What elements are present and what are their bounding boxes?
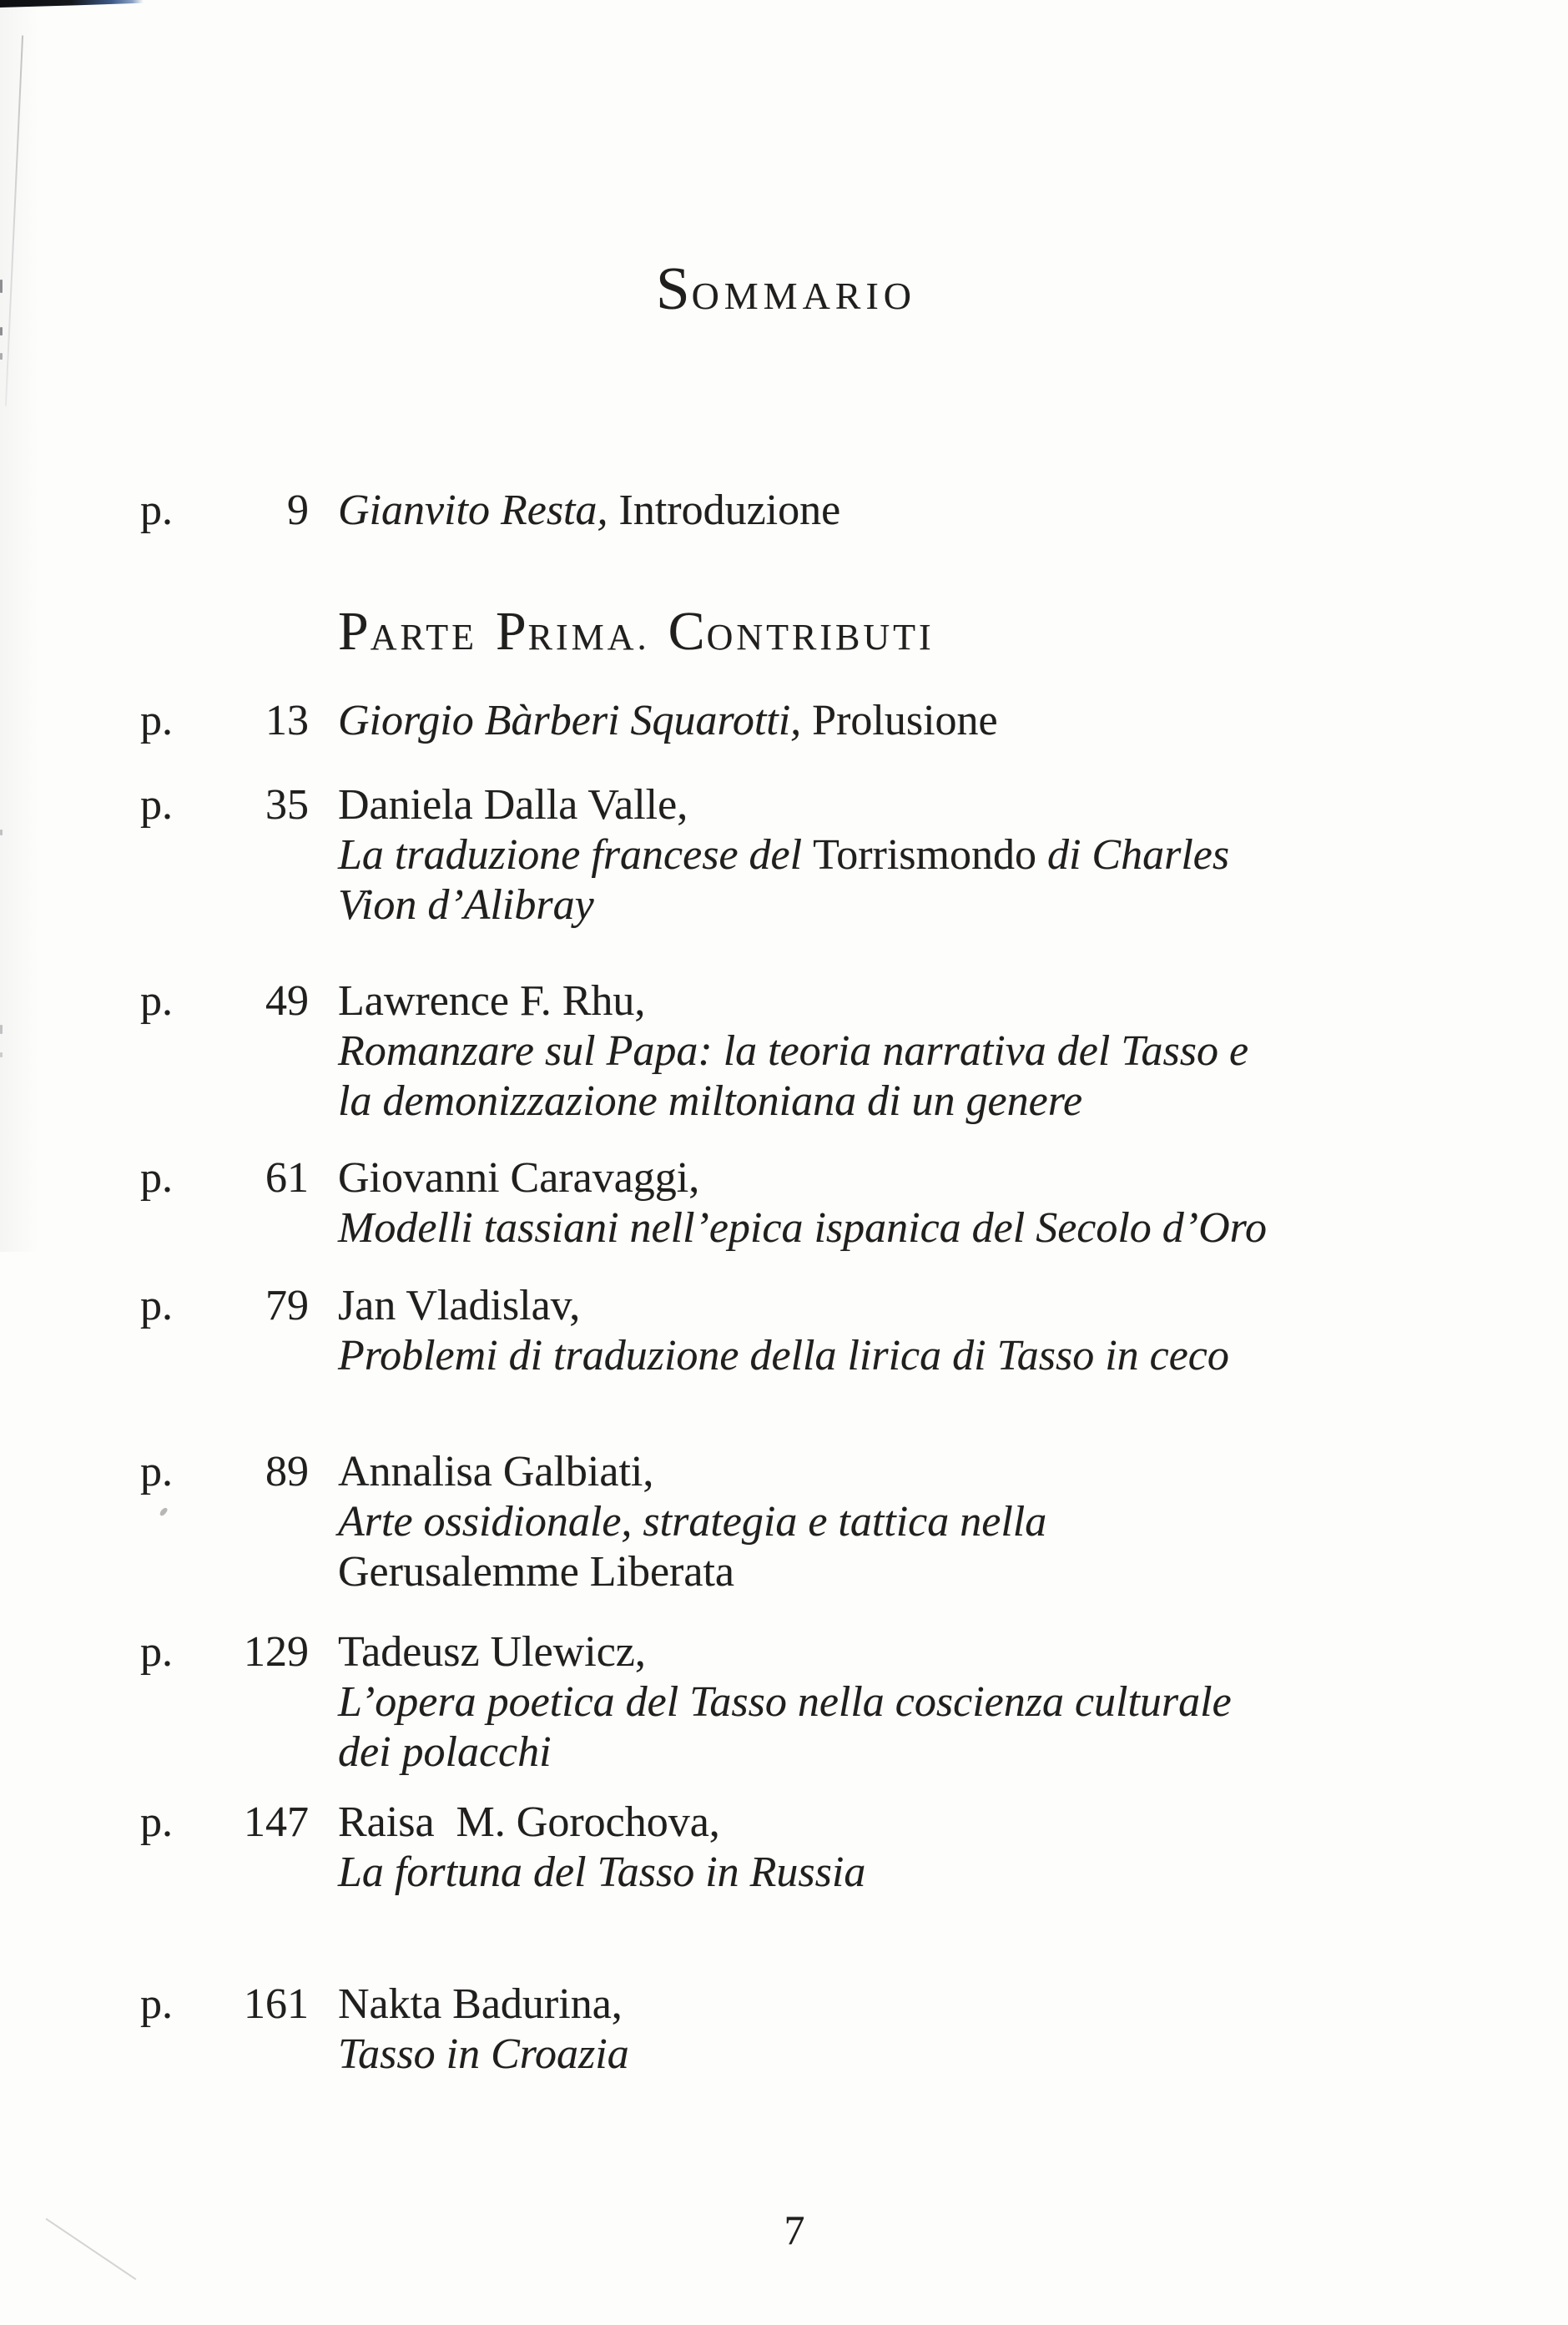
entry-line xyxy=(338,1727,1568,1778)
entry-text-italic: Modelli tassiani nell’epica ispanica del Secolo d’Oro xyxy=(338,1204,1267,1252)
heading-segment: ARTE xyxy=(370,617,477,658)
entry-text-roman: Nakta Badurina, xyxy=(338,1980,623,2028)
entry-text-roman: Introduzione xyxy=(608,487,841,534)
toc-entry xyxy=(0,1798,1568,1898)
entry-text-italic: dei polacchi xyxy=(338,1728,552,1776)
entry-page-label: p. xyxy=(140,1154,173,1202)
entry-line xyxy=(338,1153,1568,1203)
entry-page-label: p. xyxy=(140,1798,173,1846)
entry-line xyxy=(338,1026,1568,1077)
entry-line xyxy=(338,1331,1568,1381)
entry-text-roman: Giovanni Caravaggi, xyxy=(338,1154,700,1202)
toc-entry xyxy=(0,1980,1568,2080)
entry-text-italic: L’opera poetica del Tasso nella coscienza culturale xyxy=(338,1678,1232,1726)
entry-text-roman: Lawrence F. Rhu, xyxy=(338,977,646,1025)
entry-line xyxy=(338,1848,1568,1898)
heading-segment: P xyxy=(495,601,528,662)
entry-page-number: 35 xyxy=(265,781,309,829)
entry-text xyxy=(309,1153,1568,1253)
toc-entry xyxy=(0,1153,1568,1253)
entry-text-italic: Vion d’Alibray xyxy=(338,881,594,929)
entry-text-roman: Torrismondo xyxy=(813,831,1036,879)
entry-line xyxy=(338,830,1568,880)
entry-page-label: p. xyxy=(140,1980,173,2028)
entry-text-roman: Annalisa Galbiati, xyxy=(338,1448,654,1495)
entry-text xyxy=(309,696,1568,746)
heading-segment: ONTRIBUTI xyxy=(706,617,935,658)
entry-page-label: p. xyxy=(140,1448,173,1495)
entry-text-roman: Jan Vladislav, xyxy=(338,1282,581,1329)
entry-text-roman: Daniela Dalla Valle, xyxy=(338,781,688,829)
toc-entry xyxy=(0,486,1568,536)
entry-line xyxy=(338,880,1568,931)
heading-segment: C xyxy=(668,601,707,662)
entry-text xyxy=(309,1627,1568,1778)
entry-text-italic: Tasso in Croazia xyxy=(338,2030,629,2078)
heading-segment: RIMA. xyxy=(527,617,650,658)
entry-text xyxy=(309,486,1568,536)
entry-line xyxy=(338,486,1568,536)
toc-entry xyxy=(0,1447,1568,1597)
entry-line xyxy=(338,696,1568,746)
entry-page-number: 9 xyxy=(287,487,309,534)
entry-text xyxy=(309,1281,1568,1381)
entry-text-italic: Problemi di traduzione della lirica di Tasso in ceco xyxy=(338,1332,1229,1379)
entry-text-roman: Gerusalemme Liberata xyxy=(338,1548,734,1596)
entry-page-label: p. xyxy=(140,1628,173,1676)
entry-line xyxy=(338,1980,1568,2030)
entry-text xyxy=(309,1447,1568,1597)
entry-page-label: p. xyxy=(140,697,173,744)
entry-line xyxy=(338,1077,1568,1127)
toc-entry xyxy=(0,780,1568,931)
entry-text xyxy=(309,1798,1568,1898)
entry-page-number: 61 xyxy=(265,1154,309,1202)
entry-page-label: p. xyxy=(140,1282,173,1329)
entry-line xyxy=(338,1547,1568,1597)
entry-line xyxy=(338,1627,1568,1677)
entry-text-italic: La traduzione francese del xyxy=(338,831,814,879)
toc-entry xyxy=(0,976,1568,1127)
entry-text-italic: Arte ossidionale, strategia e tattica nella xyxy=(338,1498,1047,1546)
title-segment: OMMARIO xyxy=(691,275,917,317)
entry-text-italic: Giorgio Bàrberi Squarotti, xyxy=(338,697,802,744)
entry-page-number: 161 xyxy=(244,1980,309,2028)
entry-line xyxy=(338,2030,1568,2080)
entry-text xyxy=(309,976,1568,1127)
entry-text-roman: Raisa M. Gorochova, xyxy=(338,1798,720,1846)
entry-page-number: 79 xyxy=(265,1282,309,1329)
entry-page-number: 89 xyxy=(265,1448,309,1495)
entry-line xyxy=(338,976,1568,1026)
entry-line xyxy=(338,1677,1568,1727)
entry-page-number: 13 xyxy=(265,697,309,744)
entry-page-number: 147 xyxy=(244,1798,309,1846)
entry-text-italic: di Charles xyxy=(1036,831,1230,879)
entry-page-number: 49 xyxy=(265,977,309,1025)
entry-text-italic: la demonizzazione miltoniana di un genere xyxy=(338,1077,1083,1125)
entry-text-roman: Prolusione xyxy=(801,697,998,744)
title-segment: S xyxy=(655,255,692,322)
entry-line xyxy=(338,1497,1568,1547)
entry-text-roman: Tadeusz Ulewicz, xyxy=(338,1628,646,1676)
entry-page-label: p. xyxy=(140,781,173,829)
entry-text xyxy=(309,780,1568,931)
toc-entry xyxy=(0,696,1568,746)
entry-line xyxy=(338,780,1568,830)
page-number-footer: 7 xyxy=(784,2206,805,2253)
entry-text-italic: Gianvito Resta, xyxy=(338,487,608,534)
entry-text-italic: La fortuna del Tasso in Russia xyxy=(338,1848,866,1896)
toc-entry xyxy=(0,1627,1568,1778)
toc-entry xyxy=(0,1281,1568,1381)
entry-line xyxy=(338,1447,1568,1497)
entry-page-number: 129 xyxy=(244,1628,309,1676)
entry-text-italic: Romanzare sul Papa: la teoria narrativa del Tasso e xyxy=(338,1027,1249,1075)
entry-page-label: p. xyxy=(140,487,173,534)
entry-line xyxy=(338,1281,1568,1331)
heading-segment: P xyxy=(338,601,371,662)
entry-page-label: p. xyxy=(140,977,173,1025)
entry-line xyxy=(338,1798,1568,1848)
entry-line xyxy=(338,1203,1568,1253)
entry-text xyxy=(309,1980,1568,2080)
